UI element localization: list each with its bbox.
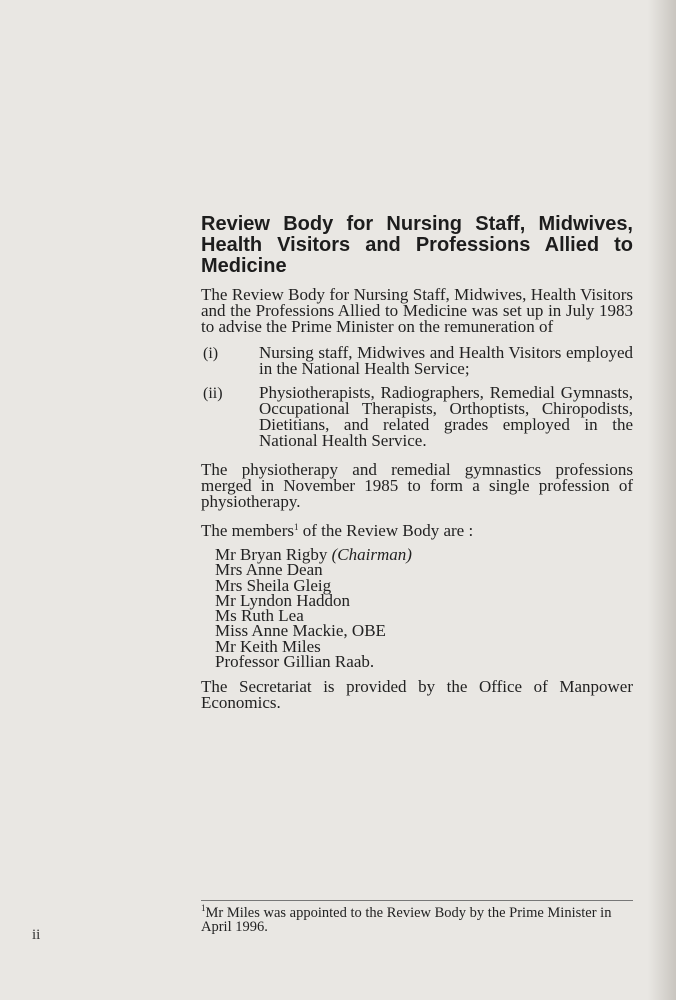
remit-item-text: Physiotherapists, Radiographers, Remedial Gymnasts, Occupational Therapists, Orthoptists, Chiropodists, Dietitians, and related grades employed in the National Health Service.: [259, 383, 633, 450]
page-edge-shadow: [648, 0, 676, 1000]
document-title: Review Body for Nursing Staff, Midwives, Health Visitors and Professions Allied to Medicine: [201, 213, 633, 277]
remit-item-number: (i): [203, 345, 219, 362]
secretariat-paragraph: The Secretariat is provided by the Office of Manpower Economics.: [201, 677, 633, 713]
remit-item-1: [201, 345, 633, 377]
member-name: Mr Bryan Rigby: [215, 545, 328, 564]
footnote: [201, 903, 633, 935]
remit-item-text: Nursing staff, Midwives and Health Visitors employed in the National Health Service;: [259, 343, 633, 378]
member-name: Mr Lyndon Haddon: [215, 590, 351, 610]
merger-paragraph: The physiotherapy and remedial gymnastics professions merged in November 1985 to form a single profession of physiotherapy.: [201, 460, 633, 511]
member-role: (Chairman): [331, 545, 412, 564]
document-body: [201, 214, 633, 711]
footnote-divider: [201, 900, 633, 901]
member-name: Professor Gillian Raab.: [215, 652, 375, 672]
member-name: Mr Keith Miles: [215, 636, 321, 656]
intro-paragraph: The Review Body for Nursing Staff, Midwives, Health Visitors and the Professions Allied to Medicine was set up in July 1983 to advise the Prime Minister on the remuneration of: [201, 285, 633, 336]
footnote-marker: 1: [201, 903, 206, 913]
remit-item-2: [201, 385, 633, 449]
members-list: [215, 545, 633, 672]
members-intro-text: The members: [201, 521, 294, 540]
member-name: Mrs Sheila Gleig: [215, 575, 332, 595]
footnote-reference: 1: [294, 522, 299, 532]
members-intro-text-end: of the Review Body are :: [298, 521, 474, 540]
members-intro: [201, 523, 633, 539]
page-number: ii: [32, 927, 41, 943]
member-name: Miss Anne Mackie, OBE: [215, 621, 386, 641]
member-name: Mrs Anne Dean: [215, 560, 323, 580]
member-name: Ms Ruth Lea: [215, 606, 304, 626]
footnote-text: Mr Miles was appointed to the Review Body by the Prime Minister in April 1996.: [201, 905, 612, 935]
member-item: [215, 652, 633, 672]
remit-item-number: (ii): [203, 385, 223, 402]
